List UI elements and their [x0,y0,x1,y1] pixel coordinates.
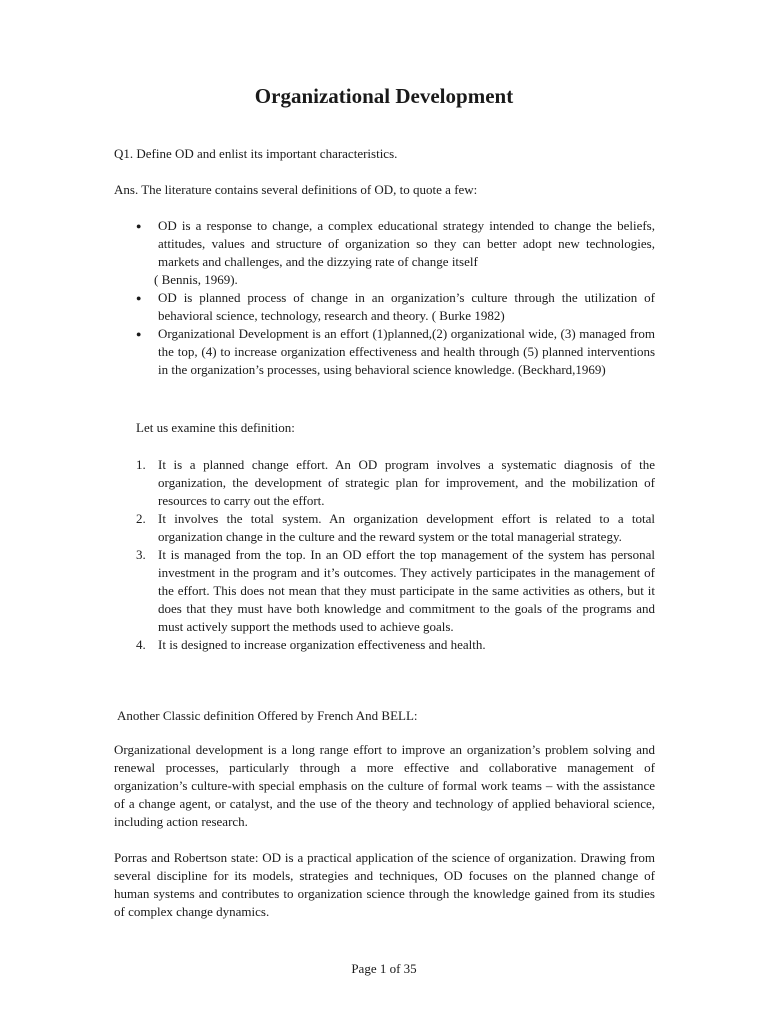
item-text: It is designed to increase organization effectiveness and health. [158,637,486,652]
item-text: It is a planned change effort. An OD program involves a systematic diagnosis of the organization, the development of strategic plan for improvement, and the mobilization of resources to carry out the effort. [158,457,655,508]
numbered-item [114,636,655,654]
bullet-text: OD is a response to change, a complex educational strategy intended to change the beliefs, attitudes, values and structure of organization so they can better adopt new technologies, markets and challenges, and the dizzying rate of change itself [158,218,655,269]
numbered-item [114,456,655,510]
bullet-item [114,217,655,289]
page-footer: Page 1 of 35 [351,961,417,976]
porras-robertson-paragraph: Porras and Robertson state: OD is a practical application of the science of organization. Drawing from several discipline for its models, strategies and techniques, OD focuses on the planned change of human systems and contributes to organization science through the knowledge gained from its studies of complex change dynamics. [114,850,655,919]
french-bell-definition: Organizational development is a long range effort to improve an organization’s problem solving and renewal processes, particularly through a more effective and collaborative management of organization’s culture-with special emphasis on the culture of formal work teams – with the assistance of a change agent, or catalyst, and the use of the theory and technology of applied behavioral science, including action research. [114,742,655,829]
bullet-citation: ( Bennis, 1969). [154,272,238,287]
bullet-item [114,289,655,325]
numbered-item [114,546,655,636]
item-number: 3. [136,547,146,562]
bullet-item [114,325,655,379]
definitions-bullet-list [114,217,655,379]
item-number: 2. [136,511,146,526]
question-heading: Q1. Define OD and enlist its important characteristics. [114,146,398,161]
answer-intro: Ans. The literature contains several definitions of OD, to quote a few: [114,182,478,197]
bullet-text: OD is planned process of change in an organization’s culture through the utilization of behavioral science, technology, research and theory. ( Burke 1982) [158,290,655,323]
examine-intro: Let us examine this definition: [136,420,295,435]
item-text: It is managed from the top. In an OD effort the top management of the system has personal investment in the program and it’s outcomes. They actively participates in the management of the effort. This does not mean that they must participate in the same activities as others, but it does that they must have both knowledge and commitment to the goals of the programs and must actively support the methods used to achieve goals. [158,547,655,634]
numbered-item [114,510,655,546]
item-number: 1. [136,457,146,472]
bullet-text: Organizational Development is an effort (1)planned,(2) organizational wide, (3) managed from the top, (4) to increase organization effectiveness and health through (5) planned interventions in the organization’s processes, using behavioral science knowledge. (Beckhard,1969) [158,326,655,377]
document-title: Organizational Development [254,84,514,108]
french-bell-intro: Another Classic definition Offered by French And BELL: [117,708,418,723]
item-number: 4. [136,637,146,652]
item-text: It involves the total system. An organization development effort is related to a total organization change in the culture and the reward system or the total managerial strategy. [158,511,655,544]
characteristics-numbered-list [114,456,655,654]
